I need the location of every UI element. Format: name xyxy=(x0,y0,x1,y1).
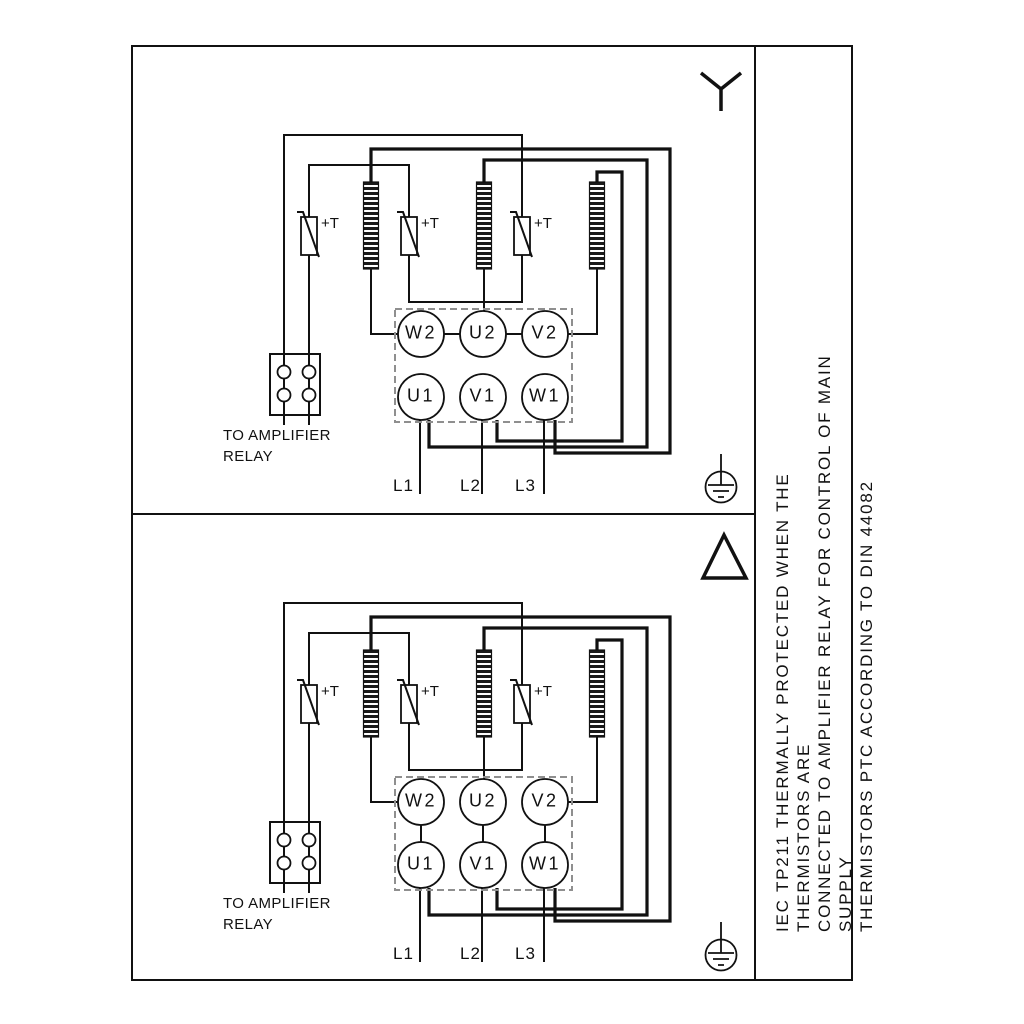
terminal-w1: W1 xyxy=(529,385,561,406)
side-note-column xyxy=(754,47,876,979)
terminal-v2: V2 xyxy=(531,322,559,343)
delta-column-links xyxy=(421,825,545,842)
terminal-u2: U2 xyxy=(468,790,498,811)
terminal-u2: U2 xyxy=(468,322,498,343)
panel-star-connection xyxy=(133,47,754,513)
thermistor-label-3: +T xyxy=(534,215,552,232)
supply-label-l3: L3 xyxy=(515,944,536,963)
terminal-u1: U1 xyxy=(406,853,436,874)
star-connection-icon xyxy=(701,73,741,111)
thermistor-label-2: +T xyxy=(421,683,439,700)
supply-label-l1: L1 xyxy=(393,476,414,495)
supply-label-l3: L3 xyxy=(515,476,536,495)
thermistor-label-1: +T xyxy=(321,215,339,232)
side-note-line3: THERMISTORS PTC ACCORDING TO DIN 44082 xyxy=(857,480,876,932)
terminal-w2: W2 xyxy=(405,790,437,811)
thermistor-label-1: +T xyxy=(321,683,339,700)
side-note-line2: CONNECTED TO AMPLIFIER RELAY FOR CONTROL OF MAIN SUPPLY xyxy=(815,354,855,932)
relay-note-line1: TO AMPLIFIER xyxy=(223,427,331,444)
relay-note-line2: RELAY xyxy=(223,448,274,465)
terminal-v1: V1 xyxy=(469,853,497,874)
terminal-u1: U1 xyxy=(406,385,436,406)
supply-label-l1: L1 xyxy=(393,944,414,963)
relay-note-line1: TO AMPLIFIER xyxy=(223,895,331,912)
terminal-v2: V2 xyxy=(531,790,559,811)
relay-note-line2: RELAY xyxy=(223,916,274,933)
supply-label-l2: L2 xyxy=(460,944,481,963)
panel-delta-connection xyxy=(133,515,754,979)
diagram-frame xyxy=(131,45,876,981)
thermistor-label-2: +T xyxy=(421,215,439,232)
terminal-v1: V1 xyxy=(469,385,497,406)
side-note xyxy=(772,332,877,932)
terminal-w2: W2 xyxy=(405,322,437,343)
thermistor-label-3: +T xyxy=(534,683,552,700)
terminal-w1: W1 xyxy=(529,853,561,874)
side-note-line1: IEC TP211 THERMALLY PROTECTED WHEN THE THERMISTORS ARE xyxy=(773,472,813,932)
delta-connection-icon xyxy=(703,535,746,578)
supply-label-l2: L2 xyxy=(460,476,481,495)
